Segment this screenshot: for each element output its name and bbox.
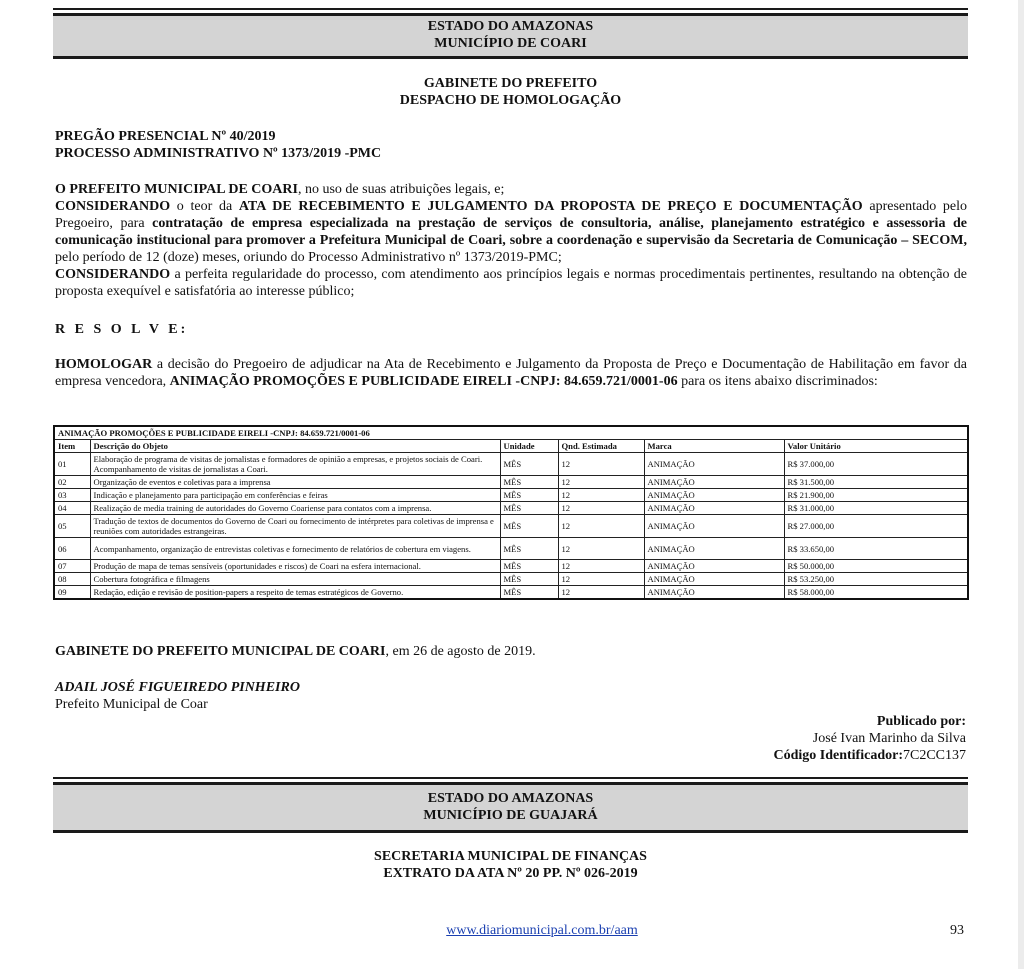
table-header-row bbox=[54, 440, 968, 453]
table-row bbox=[54, 573, 968, 586]
col-header-description: Descrição do Objeto bbox=[90, 440, 500, 453]
cell-item: 05 bbox=[54, 515, 90, 538]
cell-brand: ANIMAÇÃO bbox=[644, 586, 784, 600]
office-name: GABINETE DO PREFEITO bbox=[423, 76, 598, 91]
state-name: ESTADO DO AMAZONAS bbox=[427, 19, 594, 34]
cell-unit: MÊS bbox=[500, 560, 558, 573]
paragraph-considering-2: CONSIDERANDO a perfeita regularidade do processo, com atendimento aos princípios legais e normas procedimentais pertinentes, resultando na obtenção de proposta exequível e satisfatória ao interesse público; bbox=[55, 267, 967, 299]
table-row bbox=[54, 586, 968, 600]
cell-quantity: 12 bbox=[558, 586, 644, 600]
cell-quantity: 12 bbox=[558, 502, 644, 515]
signatory-name: ADAIL JOSÉ FIGUEIREDO PINHEIRO bbox=[55, 680, 300, 695]
paragraph-homologate: HOMOLOGAR a decisão do Pregoeiro de adjudicar na Ata de Recebimento e Julgamento da Proposta de Preço e Documentação de Habilitação em favor da empresa vencedora, ANIMAÇÃO PROMOÇÕES E PUBLICIDADE EIRELI -CNPJ: 84.659.721/0001-06 para os itens abaixo discriminados: bbox=[55, 357, 967, 389]
cell-price: R$ 37.000,00 bbox=[784, 453, 968, 476]
table-row bbox=[54, 560, 968, 573]
top-header-band bbox=[53, 13, 968, 59]
cell-quantity: 12 bbox=[558, 515, 644, 538]
processo-ref: PROCESSO ADMINISTRATIVO Nº 1373/2019 -PMC bbox=[55, 146, 382, 161]
cell-price: R$ 58.000,00 bbox=[784, 586, 968, 600]
cell-brand: ANIMAÇÃO bbox=[644, 515, 784, 538]
cell-description: Elaboração de programa de visitas de jornalistas e formadores de opinião a empresas, e projetos sociais de Coari. Acompanhamento de visitas de jornalistas a Coari. bbox=[90, 453, 500, 476]
table-row bbox=[54, 453, 968, 476]
cell-brand: ANIMAÇÃO bbox=[644, 489, 784, 502]
identifier-code: Código Identificador:7C2CC137 bbox=[773, 748, 966, 763]
col-header-unit-price: Valor Unitário bbox=[784, 440, 968, 453]
cell-item: 06 bbox=[54, 538, 90, 560]
website-link[interactable]: www.diariomunicipal.com.br/aam bbox=[446, 923, 638, 938]
page-number: 93 bbox=[950, 923, 964, 938]
cell-brand: ANIMAÇÃO bbox=[644, 538, 784, 560]
office-heading bbox=[53, 75, 968, 109]
cell-description: Cobertura fotográfica e filmagens bbox=[90, 573, 500, 586]
municipality-name: MUNICÍPIO DE GUAJARÁ bbox=[423, 808, 598, 823]
cell-quantity: 12 bbox=[558, 538, 644, 560]
col-header-item: Item bbox=[54, 440, 90, 453]
cell-quantity: 12 bbox=[558, 453, 644, 476]
cell-brand: ANIMAÇÃO bbox=[644, 453, 784, 476]
published-by-label: Publicado por: bbox=[876, 714, 966, 729]
cell-description: Redação, edição e revisão de position-papers a respeito de temas estratégicos de Governo. bbox=[90, 586, 500, 600]
cell-unit: MÊS bbox=[500, 489, 558, 502]
paragraph-considering-1: CONSIDERANDO o teor da ATA DE RECEBIMENTO E JULGAMENTO DA PROPOSTA DE PREÇO E DOCUMENTAÇÃO apresentado pelo Pregoeiro, para contratação de empresa especializada na prestação de serviços de consultoria, análise, planejamento estratégico e assessoria de comunicação institucional para promover a Prefeitura Municipal de Coari, sobre a coordenação e supervisão da Secretaria de Comunicação – SECOM, pelo período de 12 (doze) meses, oriundo do Processo Administrativo nº 1373/2019-PMC; bbox=[55, 199, 968, 265]
cell-description: Tradução de textos de documentos do Governo de Coari ou fornecimento de intérpretes para coletivas de imprensa e reuniões com autoridades estrangeiras. bbox=[90, 515, 500, 538]
cell-item: 09 bbox=[54, 586, 90, 600]
cell-brand: ANIMAÇÃO bbox=[644, 476, 784, 489]
cell-brand: ANIMAÇÃO bbox=[644, 502, 784, 515]
cell-item: 03 bbox=[54, 489, 90, 502]
col-header-brand: Marca bbox=[644, 440, 784, 453]
cell-description: Realização de media training de autoridades do Governo Coariense para contatos com a imprensa. bbox=[90, 502, 500, 515]
signatory-role: Prefeito Municipal de Coar bbox=[55, 697, 208, 712]
cell-price: R$ 21.900,00 bbox=[784, 489, 968, 502]
page-edge-shadow bbox=[1018, 0, 1024, 969]
cell-item: 08 bbox=[54, 573, 90, 586]
considerations-block bbox=[55, 181, 967, 300]
cell-item: 04 bbox=[54, 502, 90, 515]
cell-description: Acompanhamento, organização de entrevistas coletivas e fornecimento de relatórios de cobertura em viagens. bbox=[90, 538, 500, 560]
items-table bbox=[53, 425, 969, 600]
cell-item: 02 bbox=[54, 476, 90, 489]
cell-unit: MÊS bbox=[500, 515, 558, 538]
extract-title: EXTRATO DA ATA Nº 20 PP. Nº 026-2019 bbox=[383, 866, 638, 881]
cell-unit: MÊS bbox=[500, 502, 558, 515]
cell-brand: ANIMAÇÃO bbox=[644, 560, 784, 573]
publication-block bbox=[773, 713, 966, 764]
reference-block bbox=[55, 128, 967, 162]
next-section-heading bbox=[53, 848, 968, 882]
cell-description: Produção de mapa de temas sensíveis (oportunidades e riscos) de Coari na esfera internacional. bbox=[90, 560, 500, 573]
state-name: ESTADO DO AMAZONAS bbox=[427, 791, 594, 806]
cell-unit: MÊS bbox=[500, 538, 558, 560]
closing-line: GABINETE DO PREFEITO MUNICIPAL DE COARI, em 26 de agosto de 2019. bbox=[55, 644, 536, 659]
document-title: DESPACHO DE HOMOLOGAÇÃO bbox=[399, 93, 622, 108]
cell-unit: MÊS bbox=[500, 453, 558, 476]
table-row bbox=[54, 502, 968, 515]
cell-unit: MÊS bbox=[500, 586, 558, 600]
cell-price: R$ 33.650,00 bbox=[784, 538, 968, 560]
cell-price: R$ 50.000,00 bbox=[784, 560, 968, 573]
cell-quantity: 12 bbox=[558, 489, 644, 502]
table-row bbox=[54, 538, 968, 560]
signature-block bbox=[55, 679, 967, 713]
cell-item: 07 bbox=[54, 560, 90, 573]
table-row bbox=[54, 515, 968, 538]
col-header-quantity: Qnd. Estimada bbox=[558, 440, 644, 453]
cell-price: R$ 53.250,00 bbox=[784, 573, 968, 586]
municipality-name: MUNICÍPIO DE COARI bbox=[434, 36, 587, 51]
secretariat-name: SECRETARIA MUNICIPAL DE FINANÇAS bbox=[374, 849, 647, 864]
pregao-ref: PREGÃO PRESENCIAL Nº 40/2019 bbox=[55, 129, 276, 144]
cell-description: Indicação e planejamento para participação em conferências e feiras bbox=[90, 489, 500, 502]
resolve-heading: R E S O L V E: bbox=[55, 322, 189, 337]
cell-price: R$ 27.000,00 bbox=[784, 515, 968, 538]
cell-description: Organização de eventos e coletivas para a imprensa bbox=[90, 476, 500, 489]
cell-item: 01 bbox=[54, 453, 90, 476]
cell-price: R$ 31.000,00 bbox=[784, 502, 968, 515]
cell-quantity: 12 bbox=[558, 476, 644, 489]
cell-quantity: 12 bbox=[558, 573, 644, 586]
cell-unit: MÊS bbox=[500, 573, 558, 586]
cell-quantity: 12 bbox=[558, 560, 644, 573]
cell-unit: MÊS bbox=[500, 476, 558, 489]
col-header-unit: Unidade bbox=[500, 440, 558, 453]
table-row bbox=[54, 476, 968, 489]
paragraph-intro: O PREFEITO MUNICIPAL DE COARI, no uso de suas atribuições legais, e; bbox=[55, 182, 505, 197]
publisher-name: José Ivan Marinho da Silva bbox=[812, 731, 966, 746]
cell-brand: ANIMAÇÃO bbox=[644, 573, 784, 586]
cell-price: R$ 31.500,00 bbox=[784, 476, 968, 489]
bottom-header-band bbox=[53, 782, 968, 833]
table-caption: ANIMAÇÃO PROMOÇÕES E PUBLICIDADE EIRELI -CNPJ: 84.659.721/0001-06 bbox=[54, 426, 968, 440]
table-row bbox=[54, 489, 968, 502]
